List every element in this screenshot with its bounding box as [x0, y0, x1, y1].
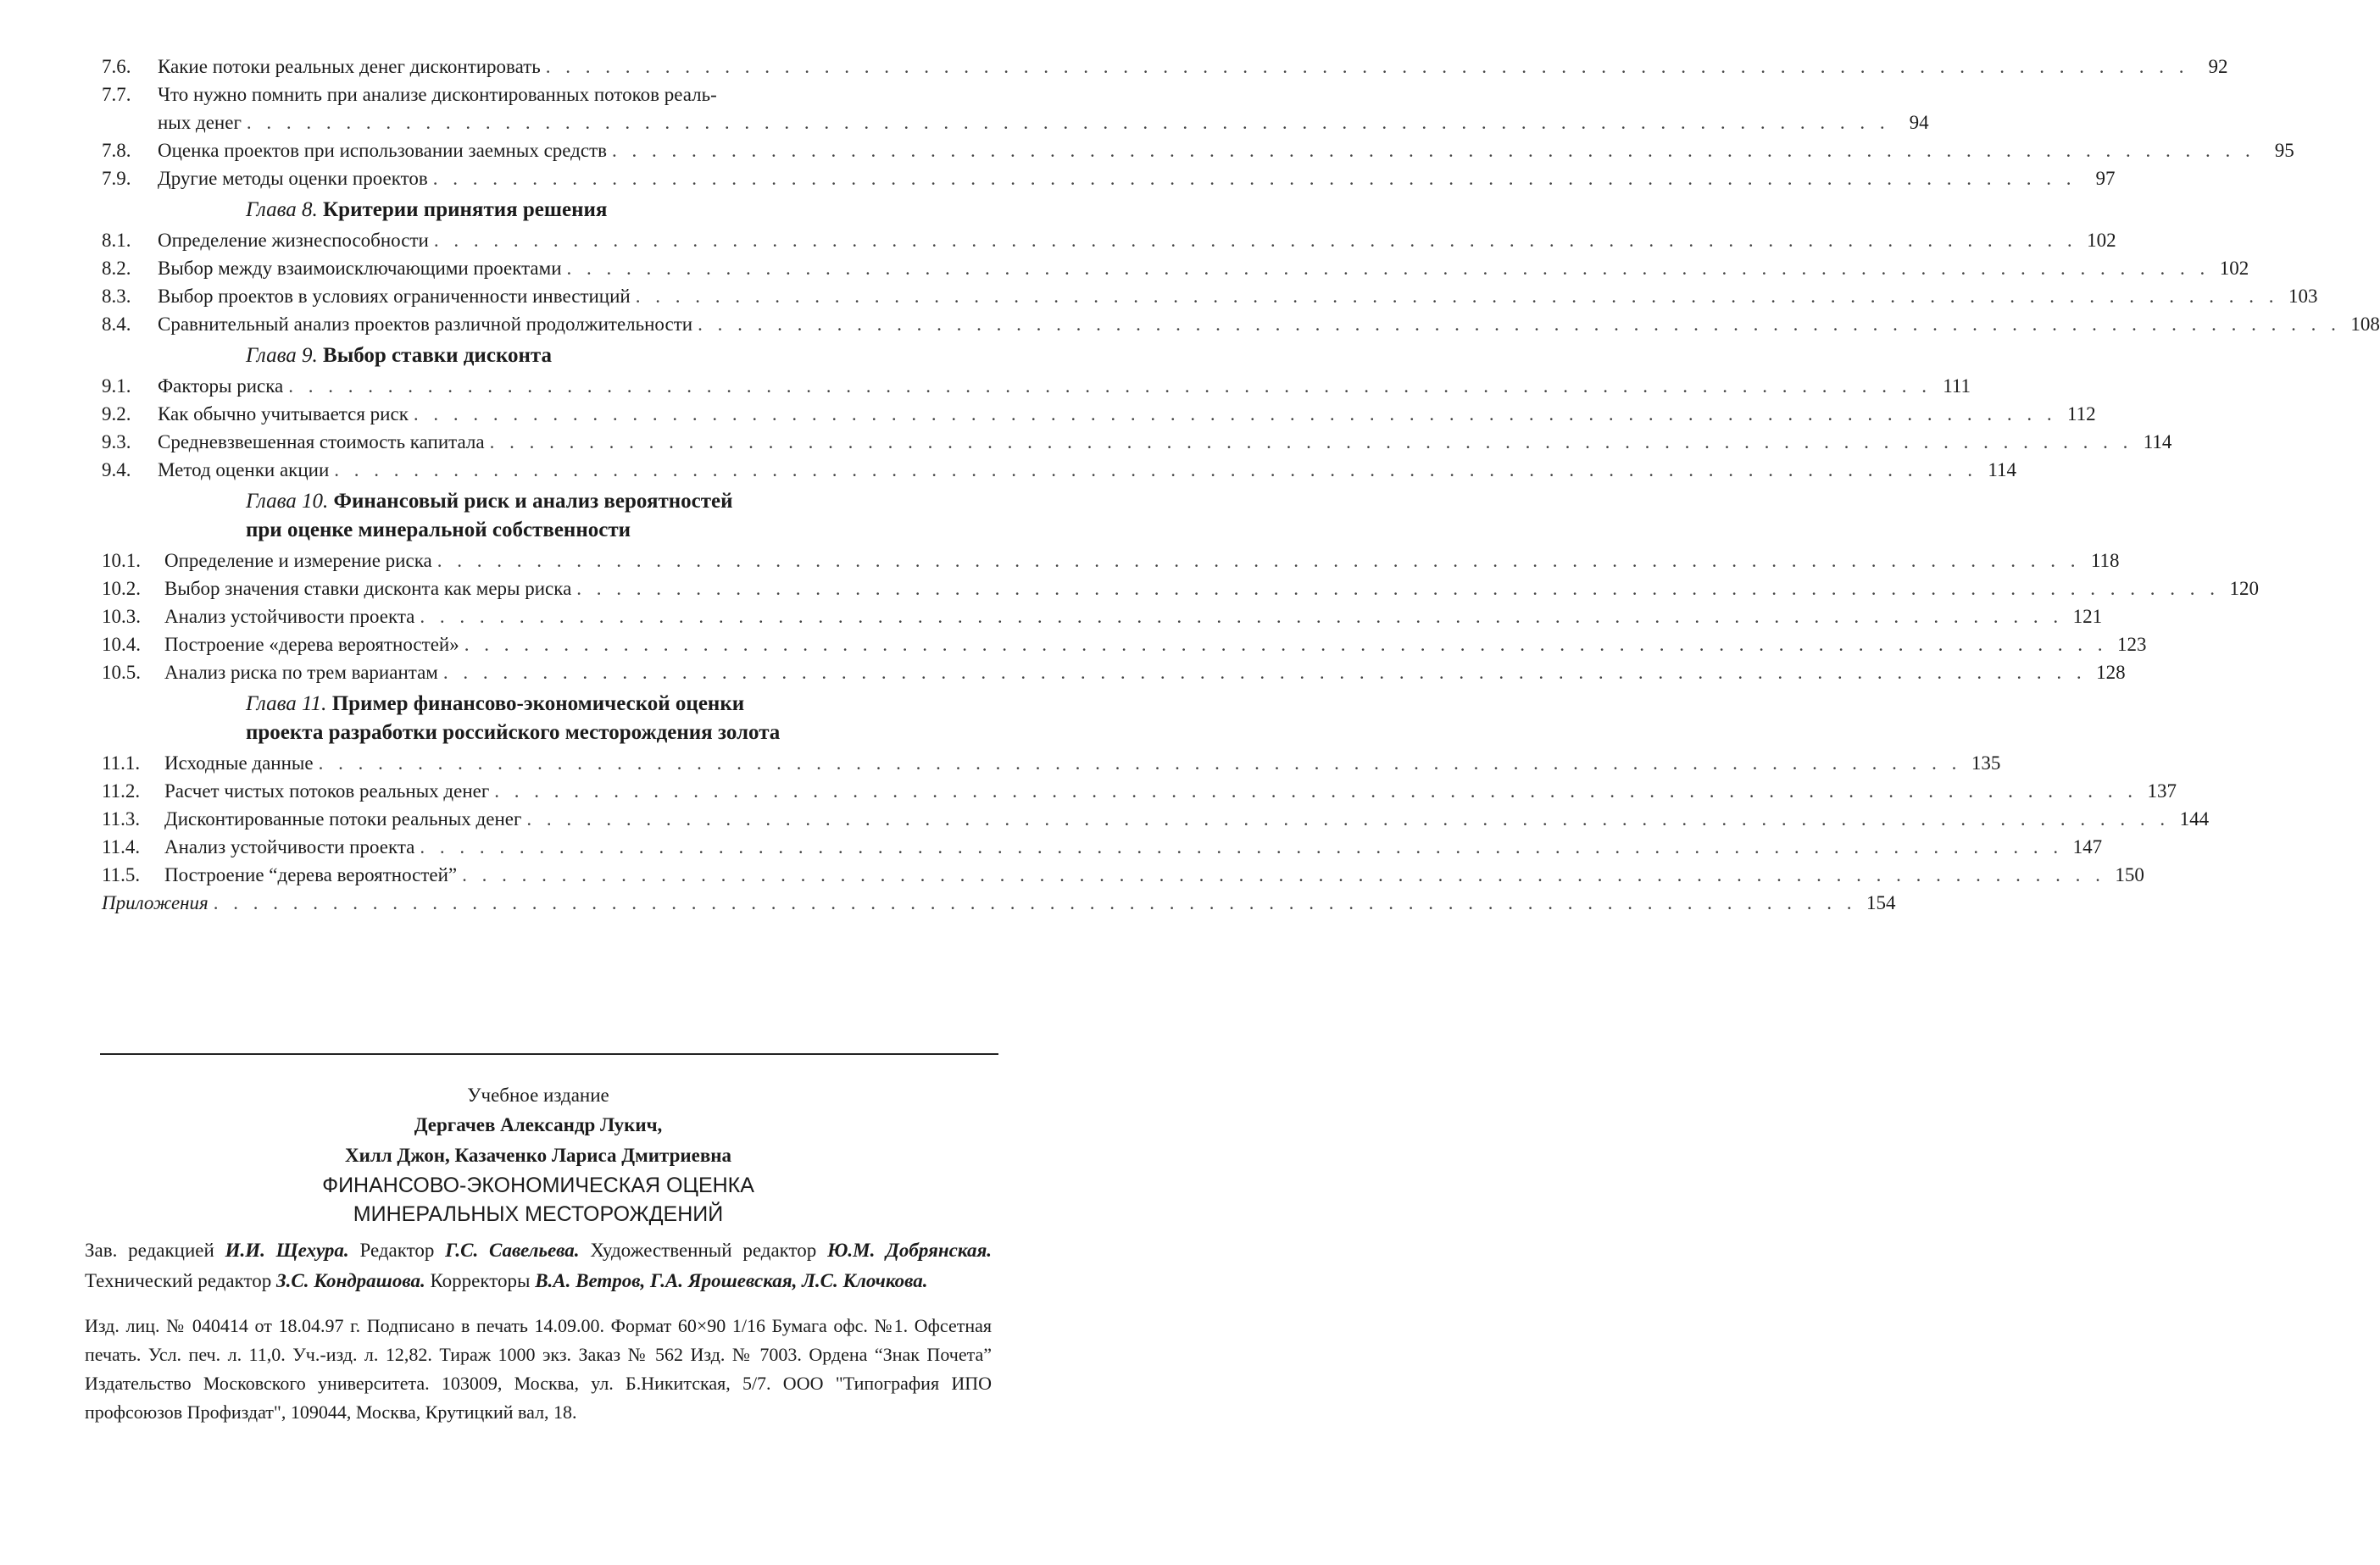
page-number: 92	[2208, 56, 2228, 77]
page-number: 150	[2115, 864, 2144, 885]
chapter-title: Пример финансово-экономической оценки	[331, 692, 745, 715]
section-title: Анализ устойчивости проекта	[164, 836, 415, 857]
leader-dots: . . . . . . . . . . . . . . . . . . . . . . . . . . . . . . . . . . . . . . . . . . . . . . . . . . . . . . . . . . . . . . . . . . . . . . . . . . . . . . . . . . .	[698, 314, 2341, 335]
leader-dots: . . . . . . . . . . . . . . . . . . . . . . . . . . . . . . . . . . . . . . . . . . . . . . . . . . . . . . . . . . . . . . . . . . . . . . . . . . . . . . . . . . .	[246, 112, 1890, 133]
book-title-line-1: ФИНАНСОВО-ЭКОНОМИЧЕСКАЯ ОЦЕНКА	[322, 1174, 754, 1197]
leader-dots: . . . . . . . . . . . . . . . . . . . . . . . . . . . . . . . . . . . . . . . . . . . . . . . . . . . . . . . . . . . . . . . . . . . . . . . . . . . . . . . . . . .	[420, 836, 2064, 857]
divider-line	[100, 1053, 998, 1055]
chapter-title: Выбор ставки дисконта	[323, 344, 553, 367]
page-number: 108	[2350, 314, 2380, 335]
section-title: Анализ риска по трем вариантам	[164, 662, 438, 683]
page-number: 94	[1909, 112, 1929, 133]
section-number: 7.6.	[102, 56, 131, 77]
section-title: Факторы риска	[158, 375, 284, 397]
publication-info: Изд. лиц. № 040414 от 18.04.97 г. Подписано в печать 14.09.00. Формат 60×90 1/16 Бумага офс. №1. Офсетная печать. Усл. печ. л. 11,0. Уч.-изд. л. 12,82. Тираж 1000 экз. Заказ № 562 Изд. № 7003. Ордена “Знак Почета” Издательство Московского университета. 103009, Москва, ул. Б.Никитская, 5/7. ООО "Типография ИПО профсоюзов Профиздат", 109044, Москва, Крутицкий вал, 18.	[85, 1315, 992, 1423]
section-number: 11.3.	[102, 808, 141, 830]
chapter-title-line2: при оценке минеральной собственности	[246, 519, 631, 541]
page-number: 154	[1866, 892, 1896, 913]
editor-label: Редактор	[359, 1240, 435, 1261]
section-number: 8.1.	[102, 230, 131, 251]
authors-line-1: Дергачев Александр Лукич,	[414, 1114, 663, 1135]
section-number: 11.1.	[102, 752, 141, 774]
toc-entry	[102, 602, 2103, 630]
leader-dots: . . . . . . . . . . . . . . . . . . . . . . . . . . . . . . . . . . . . . . . . . . . . . . . . . . . . . . . . . . . . . . . . . . . . . . . . . . . . . . . . . . .	[462, 864, 2105, 885]
page-number: 135	[1971, 752, 2001, 774]
toc-entry	[102, 164, 2116, 192]
leader-dots: . . . . . . . . . . . . . . . . . . . . . . . . . . . . . . . . . . . . . . . . . . . . . . . . . . . . . . . . . . . . . . . . . . . . . . . . . . . . . . . . . . .	[612, 140, 2255, 161]
leader-dots: . . . . . . . . . . . . . . . . . . . . . . . . . . . . . . . . . . . . . . . . . . . . . . . . . . . . . . . . . . . . . . . . . . . . . . . . . . . . . . . . . . .	[566, 258, 2210, 279]
section-number: 7.7.	[102, 84, 131, 105]
leader-dots: . . . . . . . . . . . . . . . . . . . . . . . . . . . . . . . . . . . . . . . . . . . . . . . . . . . . . . . . . . . . . . . . . . . . . . . . . . . . . . . . . . .	[635, 286, 2279, 307]
section-title-line1: Что нужно помнить при анализе дисконтированных потоков реаль-	[158, 84, 717, 105]
page-number: 121	[2072, 606, 2103, 627]
leader-dots: . . . . . . . . . . . . . . . . . . . . . . . . . . . . . . . . . . . . . . . . . . . . . . . . . . . . . . . . . . . . . . . . . . . . . . . . . . . . . . . . . . .	[318, 752, 1962, 774]
section-title: Дисконтированные потоки реальных денег	[164, 808, 522, 830]
edition-type: Учебное издание	[467, 1085, 609, 1106]
section-number: 9.1.	[102, 375, 131, 397]
section-title: Анализ устойчивости проекта	[164, 606, 415, 627]
section-title: Средневзвешенная стоимость капитала	[158, 431, 485, 452]
leader-dots: . . . . . . . . . . . . . . . . . . . . . . . . . . . . . . . . . . . . . . . . . . . . . . . . . . . . . . . . . . . . . . . . . . . . . . . . . . . . . . . . . . .	[442, 662, 2087, 683]
section-title: Исходные данные	[164, 752, 314, 774]
toc-entry	[102, 777, 2177, 805]
section-title: Какие потоки реальных денег дисконтировать	[158, 56, 541, 77]
leader-dots: . . . . . . . . . . . . . . . . . . . . . . . . . . . . . . . . . . . . . . . . . . . . . . . . . . . . . . . . . . . . . . . . . . . . . . . . . . . . . . . . . . .	[433, 230, 2077, 251]
toc-entry	[102, 254, 2249, 282]
section-title-block	[158, 80, 1929, 136]
section-number: 8.2.	[102, 258, 131, 279]
toc-entry	[102, 833, 2103, 861]
section-title-line2: ных денег	[158, 112, 242, 133]
section-title: Сравнительный анализ проектов различной продолжительности	[158, 314, 693, 335]
leader-dots: . . . . . . . . . . . . . . . . . . . . . . . . . . . . . . . . . . . . . . . . . . . . . . . . . . . . . . . . . . . . . . . . . . . . . . . . . . . . . . . . . . .	[464, 634, 2108, 655]
section-number: 10.2.	[102, 578, 141, 599]
head-name: И.И. Щехура.	[225, 1240, 349, 1261]
page-number: 102	[2219, 258, 2249, 279]
toc-entry	[102, 282, 2318, 310]
appendix-title: Приложения	[102, 892, 209, 913]
art-editor-label: Художественный редактор	[590, 1240, 817, 1261]
leader-dots: . . . . . . . . . . . . . . . . . . . . . . . . . . . . . . . . . . . . . . . . . . . . . . . . . . . . . . . . . . . . . . . . . . . . . . . . . . . . . . . . . . .	[545, 56, 2189, 77]
page-number: 147	[2072, 836, 2103, 857]
editorial-staff	[85, 1235, 992, 1296]
page-number: 95	[2274, 140, 2294, 161]
page-number: 112	[2066, 403, 2096, 425]
leader-dots: . . . . . . . . . . . . . . . . . . . . . . . . . . . . . . . . . . . . . . . . . . . . . . . . . . . . . . . . . . . . . . . . . . . . . . . . . . . . . . . . . . .	[576, 578, 2221, 599]
toc-entry	[102, 53, 2228, 80]
section-title: Определение и измерение риска	[164, 550, 432, 571]
toc-entry	[102, 136, 2294, 164]
imprint-block	[85, 1069, 992, 1427]
toc-entry	[102, 310, 2380, 338]
tech-editor-name: З.С. Кондрашова.	[275, 1270, 425, 1291]
toc-entry	[102, 456, 2017, 484]
page-number: 114	[2143, 431, 2172, 452]
leader-dots: . . . . . . . . . . . . . . . . . . . . . . . . . . . . . . . . . . . . . . . . . . . . . . . . . . . . . . . . . . . . . . . . . . . . . . . . . . . . . . . . . . .	[213, 892, 1857, 913]
toc-entry	[102, 574, 2260, 602]
authors-line-2: Хилл Джон, Казаченко Лариса Дмитриевна	[344, 1145, 732, 1166]
section-number: 9.4.	[102, 459, 131, 480]
chapter-heading	[102, 196, 992, 225]
section-title: Выбор между взаимоисключающими проектами	[158, 258, 562, 279]
toc-entry	[102, 805, 2210, 833]
section-number: 10.1.	[102, 550, 141, 571]
chapter-label: Глава 9.	[246, 344, 318, 367]
chapter-label: Глава 10.	[246, 490, 329, 513]
page-number: 120	[2229, 578, 2260, 599]
section-title: Определение жизнеспособности	[158, 230, 429, 251]
toc-entry	[102, 80, 1929, 136]
page-number: 97	[2095, 168, 2116, 189]
section-number: 10.4.	[102, 634, 141, 655]
page-number: 103	[2288, 286, 2318, 307]
section-number: 9.3.	[102, 431, 131, 452]
section-number: 11.4.	[102, 836, 141, 857]
chapter-title: Критерии принятия решения	[323, 198, 608, 221]
section-number: 7.8.	[102, 140, 131, 161]
correctors-names: В.А. Ветров, Г.А. Ярошевская, Л.С. Клочкова.	[535, 1270, 928, 1291]
section-number: 7.9.	[102, 168, 131, 189]
chapter-heading	[102, 690, 992, 747]
leader-dots: . . . . . . . . . . . . . . . . . . . . . . . . . . . . . . . . . . . . . . . . . . . . . . . . . . . . . . . . . . . . . . . . . . . . . . . . . . . . . . . . . . .	[437, 550, 2081, 571]
toc-entry	[102, 861, 2144, 889]
chapter-heading	[102, 341, 992, 370]
section-title: Оценка проектов при использовании заемных средств	[158, 140, 607, 161]
leader-dots: . . . . . . . . . . . . . . . . . . . . . . . . . . . . . . . . . . . . . . . . . . . . . . . . . . . . . . . . . . . . . . . . . . . . . . . . . . . . . . . . . . .	[432, 168, 2077, 189]
leader-dots: . . . . . . . . . . . . . . . . . . . . . . . . . . . . . . . . . . . . . . . . . . . . . . . . . . . . . . . . . . . . . . . . . . . . . . . . . . . . . . . . . . .	[420, 606, 2064, 627]
section-title: Построение “дерева вероятностей”	[164, 864, 458, 885]
section-number: 10.3.	[102, 606, 141, 627]
section-title: Выбор значения ставки дисконта как меры риска	[164, 578, 572, 599]
chapter-heading	[102, 487, 992, 545]
leader-dots: . . . . . . . . . . . . . . . . . . . . . . . . . . . . . . . . . . . . . . . . . . . . . . . . . . . . . . . . . . . . . . . . . . . . . . . . . . . . . . . . . . .	[494, 780, 2138, 802]
page-number: 144	[2179, 808, 2210, 830]
section-number: 11.2.	[102, 780, 141, 802]
page-number: 118	[2090, 550, 2120, 571]
page-number: 114	[1988, 459, 2017, 480]
toc-entry	[102, 226, 2116, 254]
leader-dots: . . . . . . . . . . . . . . . . . . . . . . . . . . . . . . . . . . . . . . . . . . . . . . . . . . . . . . . . . . . . . . . . . . . . . . . . . . . . . . . . . . .	[288, 375, 1932, 397]
section-number: 9.2.	[102, 403, 131, 425]
section-title: Метод оценки акции	[158, 459, 330, 480]
page-number: 123	[2116, 634, 2147, 655]
section-title: Построение «дерева вероятностей»	[164, 634, 459, 655]
toc-entry	[102, 658, 2126, 686]
chapter-label: Глава 8.	[246, 198, 318, 221]
toc-entry	[102, 630, 2147, 658]
art-editor-name: Ю.М. Добрянская.	[827, 1240, 993, 1261]
section-number: 8.3.	[102, 286, 131, 307]
section-title: Как обычно учитывается риск	[158, 403, 409, 425]
leader-dots: . . . . . . . . . . . . . . . . . . . . . . . . . . . . . . . . . . . . . . . . . . . . . . . . . . . . . . . . . . . . . . . . . . . . . . . . . . . . . . . . . . .	[489, 431, 2133, 452]
leader-dots: . . . . . . . . . . . . . . . . . . . . . . . . . . . . . . . . . . . . . . . . . . . . . . . . . . . . . . . . . . . . . . . . . . . . . . . . . . . . . . . . . . .	[526, 808, 2171, 830]
chapter-label: Глава 11.	[246, 692, 327, 715]
page-number: 102	[2087, 230, 2116, 251]
toc-entry	[102, 749, 2001, 777]
toc-entry	[102, 400, 2096, 428]
table-of-contents	[102, 53, 2380, 917]
toc-entry	[102, 547, 2120, 574]
tech-editor-label: Технический редактор	[85, 1270, 272, 1291]
toc-entry-appendix	[102, 889, 1896, 917]
book-title-line-2: МИНЕРАЛЬНЫХ МЕСТОРОЖДЕНИЙ	[353, 1202, 724, 1226]
page-number: 111	[1943, 375, 1971, 397]
section-title: Другие методы оценки проектов	[158, 168, 428, 189]
leader-dots: . . . . . . . . . . . . . . . . . . . . . . . . . . . . . . . . . . . . . . . . . . . . . . . . . . . . . . . . . . . . . . . . . . . . . . . . . . . . . . . . . . .	[413, 403, 2057, 425]
head-label: Зав. редакцией	[85, 1240, 214, 1261]
chapter-title: Финансовый риск и анализ вероятностей	[333, 490, 733, 513]
section-number: 11.5.	[102, 864, 141, 885]
leader-dots: . . . . . . . . . . . . . . . . . . . . . . . . . . . . . . . . . . . . . . . . . . . . . . . . . . . . . . . . . . . . . . . . . . . . . . . . . . . . . . . . . . .	[334, 459, 1978, 480]
chapter-title-line2: проекта разработки российского месторождения золота	[246, 721, 781, 744]
section-title: Расчет чистых потоков реальных денег	[164, 780, 490, 802]
section-number: 8.4.	[102, 314, 131, 335]
toc-entry	[102, 428, 2172, 456]
page-number: 128	[2096, 662, 2126, 683]
section-number: 10.5.	[102, 662, 141, 683]
editor-name: Г.С. Савельева.	[445, 1240, 580, 1261]
section-title: Выбор проектов в условиях ограниченности инвестиций	[158, 286, 631, 307]
correctors-label: Корректоры	[430, 1270, 531, 1291]
toc-entry	[102, 372, 1971, 400]
page-number: 137	[2147, 780, 2177, 802]
